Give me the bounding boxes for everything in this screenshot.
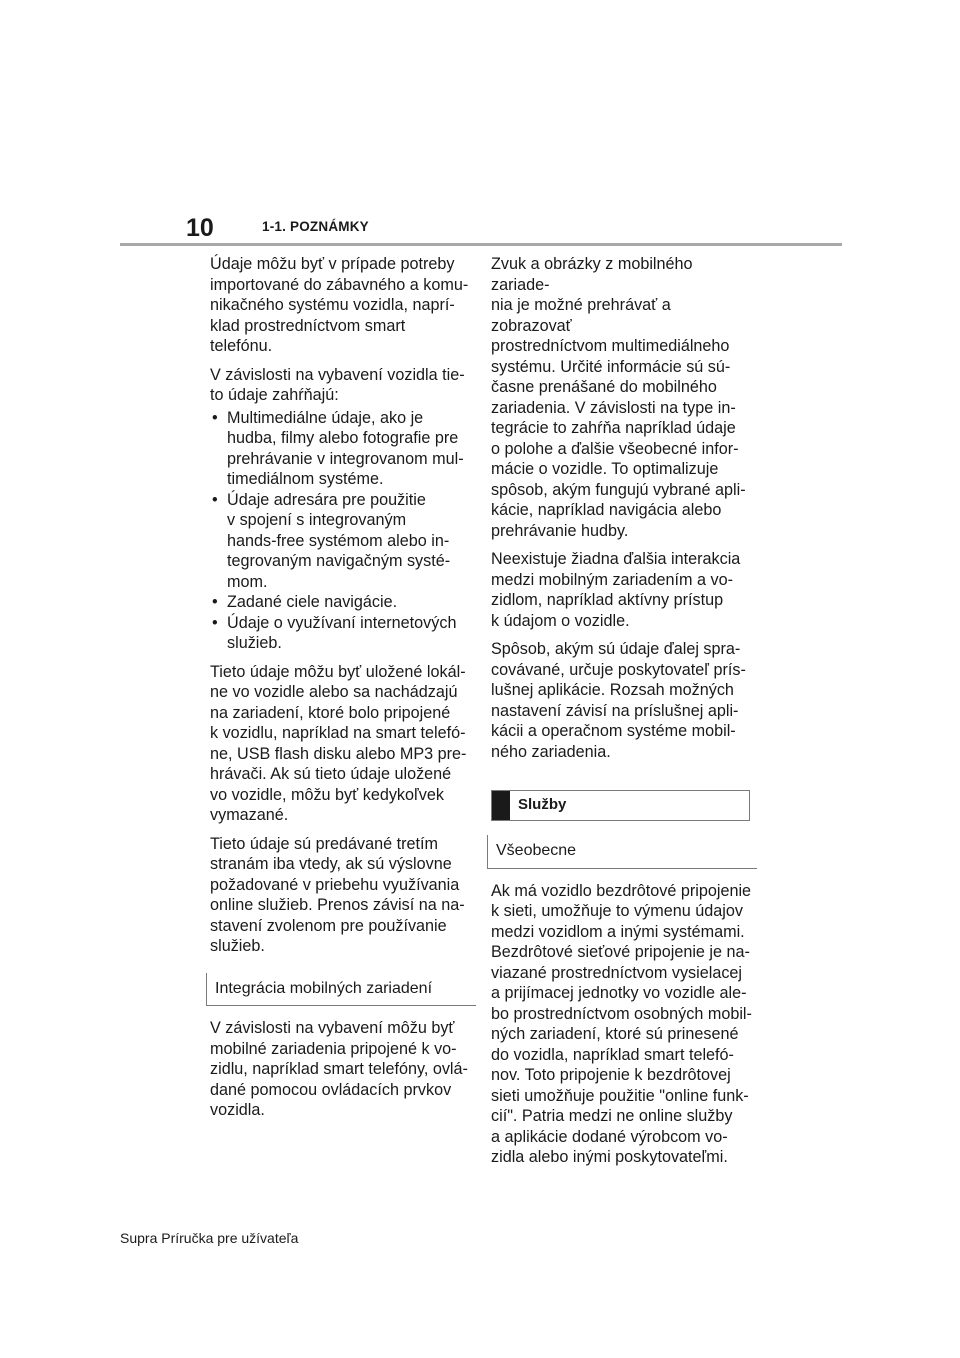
paragraph: Zvuk a obrázky z mobilného zariade- nia je možné prehrávať a zobrazovať prostredníctvom multimediálneho systému. Určité informácie sú sú- časne prenášané do mobilného zariadenia. V závislosti na type in- tegrácie to zahŕňa napríklad údaje o polohe a ďalšie všeobecné infor- mácie o vozidle. To optimalizuje spôsob, akým fungujú vybrané apli- kácie, napríklad navigácia alebo prehrávanie hudby. — [491, 255, 746, 540]
footer-text: Supra Príručka pre užívateľa — [120, 1230, 299, 1246]
left-column — [210, 254, 472, 1129]
paragraph: Neexistuje žiadna ďalšia interakcia medzi mobilným zariadením a vo- zidlom, napríklad aktívny prístup k údajom o vozidle. — [491, 550, 741, 630]
page-number: 10 — [186, 214, 214, 242]
paragraph: V závislosti na vybavení môžu byť mobilné zariadenia pripojené k vo- zidlu, napríklad smart telefóny, ovlá- dané pomocou ovládacích prvkov vozidla. — [210, 1019, 468, 1119]
bullet-list — [210, 408, 472, 654]
paragraph: Tieto údaje môžu byť uložené lokál- ne vo vozidle alebo sa nachádzajú na zariadení, ktoré bolo pripojené k vozidlu, napríklad na smart telefó- ne, USB flash disku alebo MP3 pre- hrávači. Ak sú tieto údaje uložené vo vozidle, môžu byť kedykoľvek vymazané. — [210, 662, 467, 824]
paragraph: Údaje môžu byť v prípade potreby importované do zábavného a komu- nikačného systému vozidla, naprí- klad prostredníctvom smart telefónu. — [210, 255, 469, 355]
paragraph: Tieto údaje sú predávané tretím stranám iba vtedy, ak sú výslovne požadované v priebehu využívania online služieb. Prenos závisí na na- stavení zvolenom pre používanie služieb. — [210, 834, 465, 955]
section-title: 1-1. POZNÁMKY — [262, 219, 369, 234]
list-item: • Údaje adresára pre použitie v spojení s integrovaným hands-free systémom alebo in- tegrovaným navigačným systé- mom. — [210, 490, 472, 593]
heading-marker-bar — [492, 791, 510, 820]
paragraph: V závislosti na vybavení vozidla tie- to údaje zahŕňajú: — [210, 365, 465, 404]
section-heading-services — [491, 790, 750, 821]
paragraph: Ak má vozidlo bezdrôtové pripojenie k sieti, umožňuje to výmenu údajov medzi vozidlom a inými systémami. Bezdrôtové sieťové pripojenie je na- viazané prostredníctvom vysielacej a prijímacej jednotky vo vozidle ale- bo prostredníctvom osobných mobil- ných zariadení, ktoré sú prinesené do vozidla, napríklad smart telefó- nov. Toto pripojenie k bezdrôtovej sieti umožňuje použitie "online funk- cií". Patria medzi ne online služby a aplikácie dodané výrobcom vo- zidla alebo inými poskytovateľmi. — [491, 881, 752, 1166]
section-heading-label: Služby — [518, 796, 567, 813]
paragraph: Spôsob, akým sú údaje ďalej spra- covávané, určuje poskytovateľ prís- lušnej aplikácie. Rozsah možných nastavení závisí na príslušnej apli- kácii a operačnom systéme mobil- ného zariadenia. — [491, 640, 746, 761]
right-column — [491, 254, 753, 1176]
list-item: • Multimediálne údaje, ako je hudba, filmy alebo fotografie pre prehrávanie v integrovanom mul- timediálnom systéme. — [210, 408, 472, 490]
subheading-general: Všeobecne — [487, 835, 757, 869]
subheading-mobile-integration: Integrácia mobilných zariadení — [206, 973, 476, 1007]
header-divider — [120, 243, 842, 246]
list-item: • Zadané ciele navigácie. — [210, 592, 472, 613]
list-item: • Údaje o využívaní internetových služieb. — [210, 613, 472, 654]
